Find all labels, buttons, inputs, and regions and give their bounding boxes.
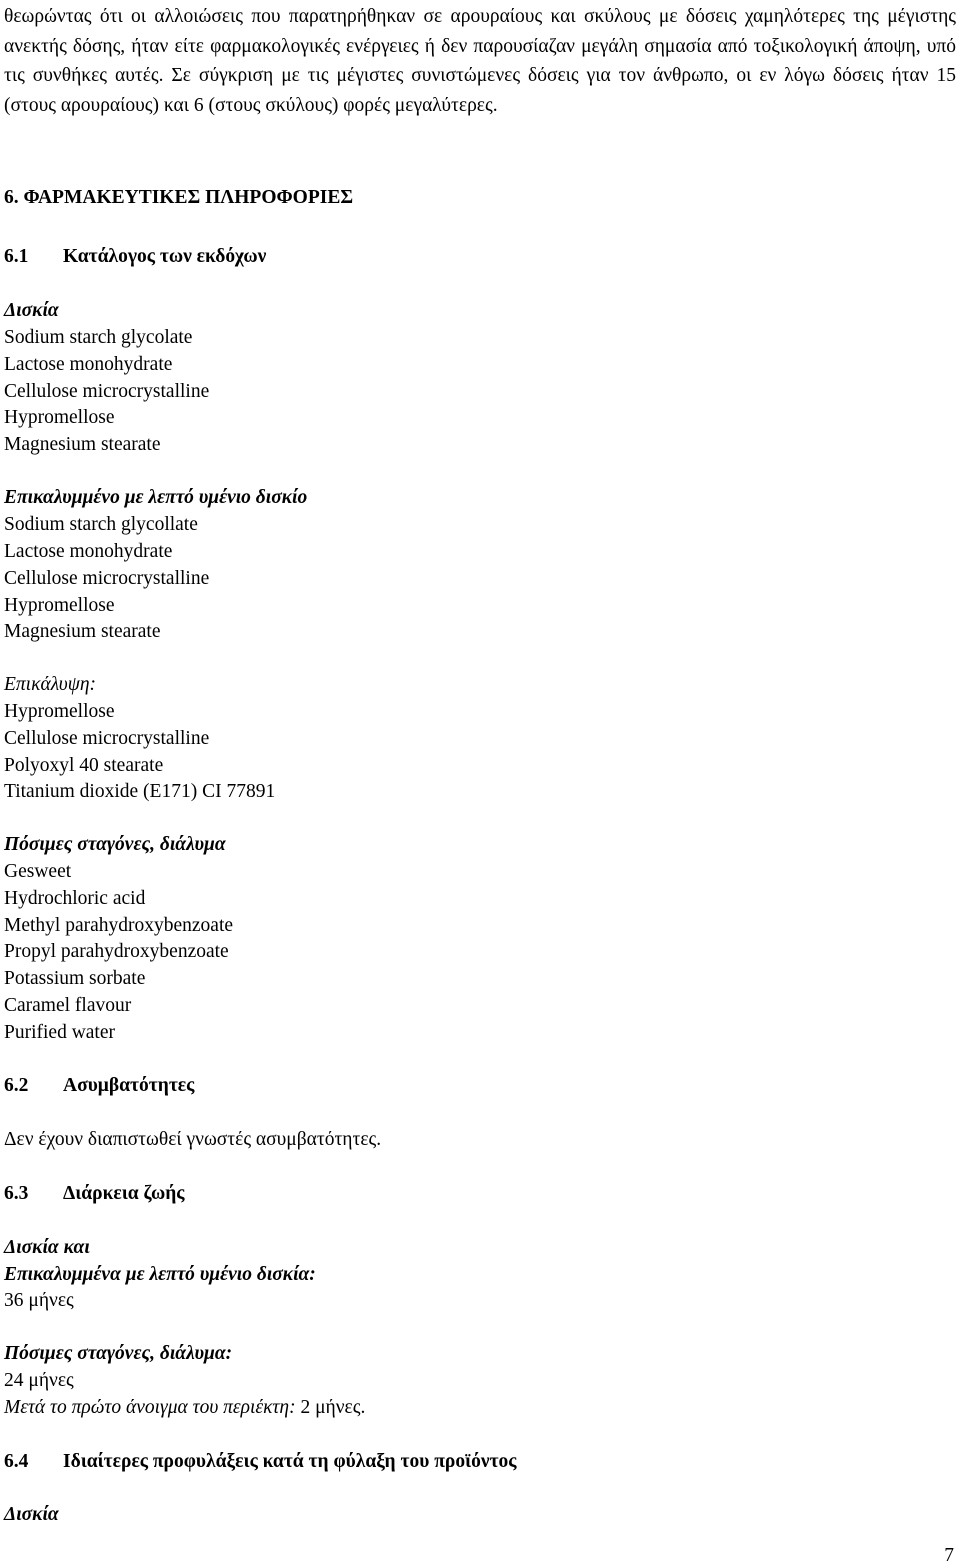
list-item: Magnesium stearate — [4, 434, 161, 455]
list-item: Sodium starch glycolate — [4, 327, 193, 348]
page-number: 7 — [944, 1545, 954, 1566]
section-6-2-heading — [4, 1072, 194, 1099]
shelf-life-tablets-heading-1: Δισκία και — [4, 1237, 90, 1258]
section-6-4-number: 6.4 — [4, 1451, 29, 1472]
list-item: Caramel flavour — [4, 995, 132, 1016]
document-page — [4, 0, 956, 1525]
list-item: Lactose monohydrate — [4, 541, 173, 562]
shelf-life-drops-heading: Πόσιμες σταγόνες, διάλυμα: — [4, 1343, 233, 1364]
list-item: Methyl parahydroxybenzoate — [4, 915, 234, 936]
oral-drops-heading: Πόσιμες σταγόνες, διάλυμα — [4, 834, 226, 855]
intro-paragraph: θεωρώντας ότι οι αλλοιώσεις που παρατηρήθηκαν σε αρουραίους και σκύλους με δόσεις χαμηλότερες της μέγιστης ανεκτής δόσης, ήταν είτε φαρμακολογικές ενέργειες ή δεν παρουσίαζαν μεγάλη σημασία από τοξικολογική άποψη, υπό τις συνθήκες αυτές. Σε σύγκριση με τις μέγιστες συνιστώμενες δόσεις για τον άνθρωπο, οι εν λόγω δόσεις ήταν 15 (στους αρουραίους) και 6 (στους σκύλους) φορές μεγαλύτερες. — [4, 6, 956, 116]
shelf-life-tablets-value: 36 μήνες — [4, 1290, 74, 1311]
list-item: Cellulose microcrystalline — [4, 381, 210, 402]
list-item: Titanium dioxide (E171) CI 77891 — [4, 781, 276, 802]
section-6-3-heading — [4, 1180, 185, 1207]
list-item: Hypromellose — [4, 595, 115, 616]
shelf-life-tablets-heading-2: Επικαλυμμένα με λεπτό υμένιο δισκία: — [4, 1264, 316, 1285]
storage-tablets-heading: Δισκία — [4, 1504, 59, 1525]
after-opening-line — [4, 1394, 365, 1421]
list-item: Hypromellose — [4, 407, 115, 428]
section-6-2-title: Ασυμβατότητες — [63, 1075, 195, 1096]
list-item: Hydrochloric acid — [4, 888, 146, 909]
list-item: Purified water — [4, 1022, 116, 1043]
section-6-3-number: 6.3 — [4, 1183, 29, 1204]
tablets-heading: Δισκία — [4, 300, 59, 321]
list-item: Sodium starch glycollate — [4, 514, 198, 535]
section-6-heading: 6. ΦΑΡΜΑΚΕΥΤΙΚΕΣ ΠΛΗΡΟΦΟΡΙΕΣ — [4, 187, 354, 208]
section-6-3-title: Διάρκεια ζωής — [63, 1183, 185, 1204]
section-6-1-title: Κατάλογος των εκδόχων — [63, 246, 267, 267]
incompatibilities-text: Δεν έχουν διαπιστωθεί γνωστές ασυμβατότητες. — [4, 1129, 382, 1150]
list-item: Propyl parahydroxybenzoate — [4, 941, 229, 962]
list-item: Magnesium stearate — [4, 621, 161, 642]
list-item: Hypromellose — [4, 701, 115, 722]
list-item: Potassium sorbate — [4, 968, 146, 989]
coated-tablets-heading: Επικαλυμμένο με λεπτό υμένιο δισκίο — [4, 487, 308, 508]
section-6-1-number: 6.1 — [4, 246, 29, 267]
section-6-1-heading — [4, 243, 266, 270]
section-6-4-heading — [4, 1448, 517, 1475]
list-item: Cellulose microcrystalline — [4, 568, 210, 589]
list-item: Gesweet — [4, 861, 72, 882]
list-item: Cellulose microcrystalline — [4, 728, 210, 749]
after-opening-label: Μετά το πρώτο άνοιγμα του περιέκτη: — [4, 1397, 296, 1418]
shelf-life-drops-value: 24 μήνες — [4, 1370, 74, 1391]
list-item: Polyoxyl 40 stearate — [4, 755, 164, 776]
coating-heading: Επικάλυψη: — [4, 674, 97, 695]
list-item: Lactose monohydrate — [4, 354, 173, 375]
section-6-2-number: 6.2 — [4, 1075, 29, 1096]
after-opening-value: 2 μήνες. — [300, 1397, 366, 1418]
section-6-4-title: Ιδιαίτερες προφυλάξεις κατά τη φύλαξη του προϊόντος — [63, 1451, 517, 1472]
